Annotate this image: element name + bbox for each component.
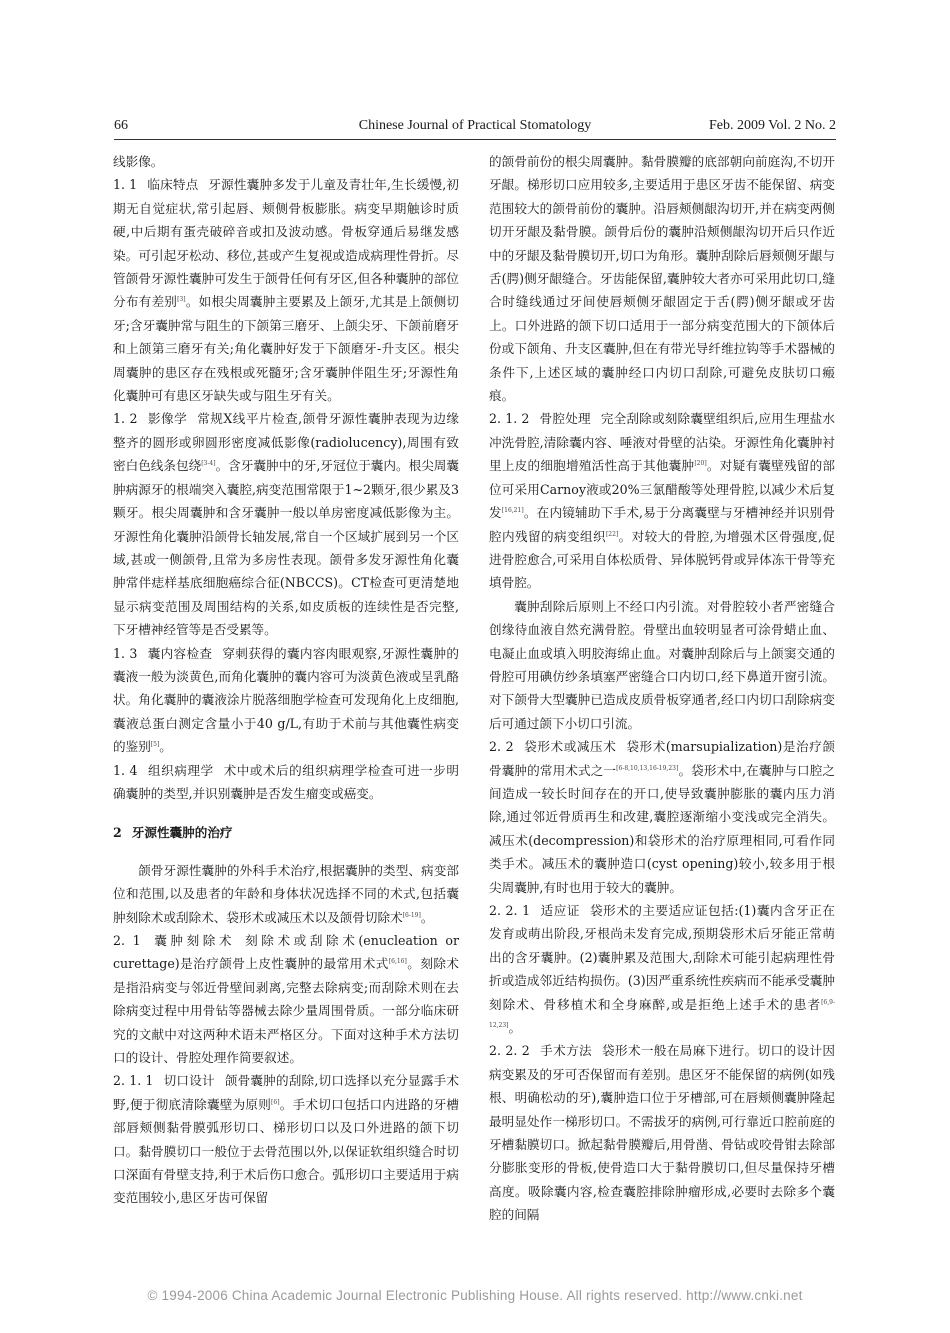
running-header (114, 116, 836, 140)
section-heading: 组织病理学 (147, 762, 214, 778)
header-rule (114, 139, 836, 140)
section-text: 。手术切口包括口内进路的牙槽部唇颊侧黏骨膜弧形切口、梯形切口以及口外进路的颌下切口。黏骨膜切口一般位于去骨范围以外,以保证软组织缝合时切口深面有骨壁支持,利于术后伤口愈合。弧形切口主要适用于病变范围较小,患区牙齿可保留 (113, 1096, 459, 1206)
section-heading: 手术方法 (539, 1043, 593, 1059)
copyright-footer: © 1994-2006 China Academic Journal Electronic Publishing House. All rights reserved. http://www.cnki.net (147, 1288, 803, 1303)
section-text: 牙源性囊肿多发于儿童及青壮年,生长缓慢,初期无自觉症状,常引起唇、颊侧骨板膨胀。病变早期触诊时质硬,中后期有蛋壳破碎音或扣及波动感。骨板穿通后易继发感染。可引起牙松动、移位,甚或产生复视或造成病理性骨折。尽管颌骨牙源性囊肿可发生于颌骨任何有牙区,但各种囊肿的部位分布有差别 (113, 177, 459, 310)
section-heading: 切口设计 (163, 1073, 215, 1089)
section-text: 。 (508, 1020, 522, 1036)
section-text: 。对疑有囊壁残留的部位可采用Carnoy液或20%三氯醋酸等处理骨腔,以减少术后复发 (489, 458, 836, 521)
paragraph: 囊肿刮除后原则上不经口内引流。对骨腔较小者严密缝合创缘待血液自然充满骨腔。骨壁出血较明显者可涂骨蜡止血、电凝止血或填入明胶海绵止血。对囊肿刮除后与上颌窦交通的骨腔可用碘仿纱条填塞严密缝合口内切口,经下鼻道开窗引流。对下颌骨大型囊肿已造成皮质骨板穿通者,经口内切口刮除病变后可通过颌下小切口引流。 (489, 598, 835, 731)
citation: [16,21] (501, 507, 524, 515)
citation: [6,16] (388, 958, 407, 966)
section-2-2-2 (489, 1039, 835, 1226)
citation: [6] (271, 1098, 280, 1106)
section-number: 1. 2 (113, 411, 138, 427)
section-text: 。 (159, 739, 172, 755)
section-text: 。 (420, 909, 434, 925)
section-text: 袋形术一般在局麻下进行。切口的设计因病变累及的牙可否保留而有差别。患区牙不能保留的病例(如残根、明确松动的牙),囊肿造口位于牙槽部,可在唇颊侧囊肿隆起最明显处作一梯形切口。不需拔牙的病例,可行靠近口腔前庭的牙槽黏膜切口。掀起黏骨膜瓣后,用骨凿、骨钻或咬骨钳去除部分膨胀变形的骨板,使骨造口大于黏骨膜切口,但尽量保持牙槽高度。吸除囊内容,检查囊腔排除肿瘤形成,必要时去除多个囊腔的间隔 (489, 1043, 836, 1223)
section-2-2-1 (489, 899, 835, 1039)
section-text: 袋形术的主要适应证包括:(1)囊内含牙正在发育或萌出阶段,牙根尚未发育完成,预期袋形术后牙能正常萌出的含牙囊肿。(2)囊肿累及范围大,刮除术可能引起病理性骨折或造成邻近结构损伤。(3)因严重系统性疾病而不能承受囊肿刻除术、骨移植术和全身麻醉,或是拒绝上述手术的患者 (489, 903, 835, 1012)
section-heading: 影像学 (147, 411, 188, 427)
section-text: 。如根尖周囊肿主要累及上颌牙,尤其是上颌侧切牙;含牙囊肿常与阻生的下颌第三磨牙、上颌尖牙、下颌前磨牙和上颌第三磨牙有关;角化囊肿好发于下颌磨牙-升支区。根尖周囊肿的患区存在残根或死髓牙;含牙囊肿伴阻生牙;牙源性角化囊肿可有患区牙缺失或与阻生牙有关。 (113, 294, 459, 404)
section-1-4 (113, 759, 459, 806)
section-2-intro (113, 859, 459, 929)
section-number: 2. 1. 2 (489, 411, 530, 427)
section-heading: 骨腔处理 (539, 411, 591, 427)
section-number: 1. 1 (113, 177, 138, 193)
citation: [3-4] (201, 460, 216, 468)
citation: [6,9-12,23] (489, 998, 835, 1030)
section-2-1-1 (113, 1069, 459, 1209)
citation: [6-19] (402, 911, 421, 919)
journal-name: Chinese Journal of Practical Stomatology (358, 118, 592, 133)
section-text: 颌骨牙源性囊肿的外科手术治疗,根据囊肿的类型、病变部位和范围,以及患者的年龄和身体状况选择不同的术式,包括囊肿刻除术或刮除术、袋形术或减压术以及颌骨切除术 (113, 862, 459, 925)
page-number: 66 (114, 118, 128, 133)
section-2-1 (113, 929, 459, 1069)
left-column (113, 150, 459, 1210)
citation: [3] (177, 296, 186, 304)
section-text: 常规X线平片检查,颌骨牙源性囊肿表现为边缘整齐的圆形或卵圆形密度减低影像(radiolucency),周围有致密白色线条包绕 (113, 411, 459, 474)
section-number: 2. 1. 1 (113, 1073, 154, 1089)
issue-info: Feb. 2009 Vol. 2 No. 2 (708, 118, 836, 133)
section-number: 2 (113, 825, 122, 841)
section-text: 。对较大的骨腔,为增强术区骨强度,促进骨腔愈合,可采用自体松质骨、异体脱钙骨或异体冻干骨等充填骨腔。 (489, 528, 835, 591)
section-text: 穿刺获得的囊内容肉眼观察,牙源性囊肿的囊液一般为淡黄色,而角化囊肿的囊内容可为淡黄色液或呈乳酪状。角化囊肿的囊液涂片脱落细胞学检查可发现角化上皮细胞,囊液总蛋白测定含量小于40 g/L,有助于术前与其他囊性病变的鉴别 (113, 645, 459, 755)
section-heading: 临床特点 (147, 177, 199, 193)
section-text: 。在内镜辅助下手术,易于分离囊壁与牙槽神经并识别骨腔内残留的病变组织 (489, 505, 835, 544)
section-heading: 袋形术或减压术 (523, 739, 617, 755)
section-text: 术中或术后的组织病理学检查可进一步明确囊肿的类型,并识别囊肿是否发生瘤变或癌变。 (113, 762, 459, 801)
section-heading: 牙源性囊肿的治疗 (131, 825, 233, 841)
citation: [5] (150, 741, 160, 749)
right-column (489, 150, 835, 1227)
citation: [22] (605, 530, 619, 538)
section-text: 完全刮除或刻除囊壁组织后,应用生理盐水冲洗骨腔,清除囊内容、唾液对骨壁的沾染。牙源性角化囊肿衬里上皮的细胞增殖活性高于其他囊肿 (489, 411, 836, 474)
section-2-title (113, 821, 459, 844)
section-number: 2. 2. 1 (489, 903, 531, 918)
section-heading: 囊内容检查 (147, 645, 213, 661)
section-number: 2. 2. 2 (489, 1043, 530, 1059)
section-2-2 (489, 735, 835, 899)
section-1-1 (113, 173, 459, 407)
section-text: 。刻除术是指沿病变与邻近骨壁间剥离,完整去除病变;而刮除术则在去除病变过程中用骨钻等器械去除少量周围骨质。一部分临床研究的文献中对这两种术语未严格区分。下面对这种手术方法切口的设计、骨腔处理作简要叙述。 (113, 956, 460, 1066)
paragraph: 线影像。 (113, 154, 164, 169)
section-text: 。袋形术中,在囊肿与口腔之间造成一较长时间存在的开口,使导致囊肿膨胀的囊内压力消除,通过邻近骨质再生和改建,囊腔逐渐缩小变浅或完全消失。减压术(decompression)和袋形术的治疗原理相同,可看作同类手术。减压术的囊肿造口(cyst opening)较小,较多用于根尖周囊肿,有时也用于较大的囊肿。 (489, 762, 836, 895)
section-1-2 (113, 407, 459, 641)
section-text: 刻除术或刮除术(enucleation or curettage)是治疗颌骨上皮性囊肿的最常用术式 (113, 933, 459, 972)
citation: [6-8,10,13,16-19,23] (616, 764, 679, 772)
section-number: 1. 3 (113, 645, 138, 661)
section-text: 袋形术(marsupialization)是治疗颌骨囊肿的常用术式之一 (489, 739, 835, 778)
section-heading: 囊肿刻除术 (150, 933, 236, 948)
citation: [20] (694, 460, 707, 468)
section-number: 1. 4 (113, 762, 138, 778)
paragraph: 的颌骨前份的根尖周囊肿。黏骨膜瓣的底部朝向前庭沟,不切开牙龈。梯形切口应用较多,主要适用于患区牙齿不能保留、病变范围较大的颌骨前份的囊肿。沿唇颊侧龈沟切开,并在病变两侧切开牙龈及黏骨膜。颌骨后份的囊肿沿颊侧龈沟切开后只作近中的牙龈及黏骨膜切开,切口为角形。囊肿刮除后唇颊侧牙龈与舌(腭)侧牙龈缝合。牙齿能保留,囊肿较大者亦可采用此切口,缝合时缝线通过牙间使唇颊侧牙龈固定于舌(腭)侧牙龈或牙齿上。口外进路的颌下切口适用于一部分病变范围大的下颌体后份或下颌角、升支区囊肿,但在有带光导纤维拉钩等手术器械的条件下,上述区域的囊肿经口内切口刮除,可避免皮肤切口瘢痕。 (489, 154, 835, 404)
section-heading: 适应证 (540, 903, 580, 918)
section-text: 颌骨囊肿的刮除,切口选择以充分显露手术野,便于彻底清除囊壁为原则 (113, 1073, 460, 1112)
section-text: 。含牙囊肿中的牙,牙冠位于囊内。根尖周囊肿病源牙的根端突入囊腔,病变范围常限于1~2颗牙,很少累及3颗牙。根尖周囊肿和含牙囊肿一般以单房密度减低影像为主。牙源性角化囊肿沿颌骨长轴发展,常自一个区域扩展到另一个区域,甚或一侧颌骨,且常为多房性表现。颌骨多发牙源性角化囊肿常伴痣样基底细胞癌综合征(NBCCS)。CT检查可更清楚地显示病变范围及周围结构的关系,如皮质板的连续性是否完整,下牙槽神经管等是否受累等。 (113, 458, 459, 638)
section-number: 2. 2 (489, 739, 514, 755)
section-2-1-2 (489, 407, 835, 594)
section-number: 2. 1 (113, 933, 141, 948)
section-1-3 (113, 642, 459, 759)
